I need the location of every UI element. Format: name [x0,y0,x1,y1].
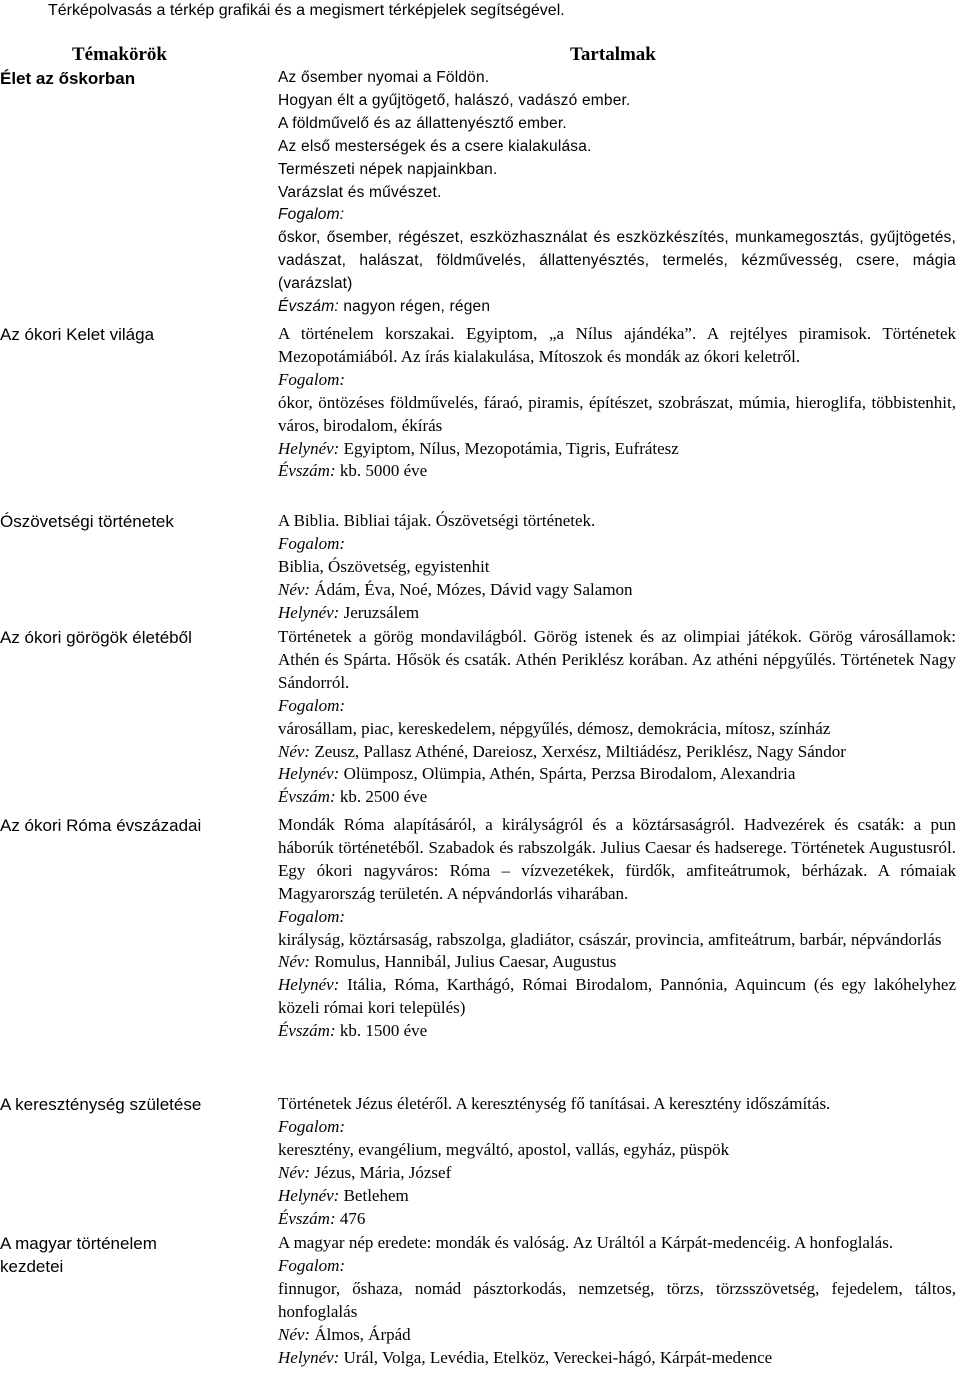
nev-label: Név: [278,741,311,761]
section-2-fogalom: ókor, öntözéses földművelés, fáraó, piramis, építészet, szobrászat, múmia, hieroglifa, többistenhit, város, birodalom, ékírás [278,392,956,435]
fogalom-label: Fogalom: [278,1116,346,1136]
section-7-helynev: Urál, Volga, Levédia, Etelköz, Vereckei-hágó, Kárpát-medence [343,1347,773,1367]
topics-header: Témakörök [72,44,167,65]
topic-7-line1: A magyar történelem [0,1234,157,1253]
helynev-label: Helynév: [278,975,340,995]
helynev-label: Helynév: [278,764,340,784]
evszam-label: Évszám: [278,298,339,316]
intro-text: Térképolvasás a térkép grafikái és a megismert térképjelek segítségével. [48,2,565,19]
section-7-content [278,1232,956,1369]
evszam-label: Évszám: [278,787,336,807]
nev-label: Név: [278,1162,311,1182]
contents-header: Tartalmak [570,44,656,65]
nev-label: Név: [278,952,311,972]
section-3-helynev: Jeruzsálem [343,602,420,622]
nev-label: Név: [278,579,311,599]
section-1-line: A földművelő és az állattenyésztő ember. [278,114,567,132]
section-6-content [278,1093,956,1230]
section-1-line: Az ősember nyomai a Földön. [278,69,490,86]
helynev-label: Helynév: [278,1347,340,1367]
fogalom-label: Fogalom: [278,206,345,224]
section-5-nev: Romulus, Hannibál, Julius Caesar, Augustus [314,952,617,972]
evszam-label: Évszám: [278,1208,336,1228]
section-5-helynev: Itália, Róma, Karthágó, Római Birodalom, Pannónia, Aquincum (és egy lakóhelyhez közeli római kori település) [278,975,957,1018]
section-6-intro: Történetek Jézus életéről. A kereszténység fő tanításai. A keresztény időszámítás. [278,1094,831,1113]
topic-5: Az ókori Róma évszázadai [0,816,202,835]
helynev-label: Helynév: [278,438,340,458]
fogalom-label: Fogalom: [278,1255,346,1275]
section-1-content [278,67,956,319]
fogalom-label: Fogalom: [278,369,346,389]
section-4-intro: Történetek a görög mondavilágból. Görög istenek és az olimpiai játékok. Görög városállamok: Athén és Spárta. Hősök és csaták. Athén Periklész korában. Az athéni népgyűlés. Történetek Nagy Sándorról. [278,627,956,692]
section-1-line: Varázslat és művészet. [278,183,442,201]
section-6-evszam: 476 [339,1208,366,1228]
section-1-line: Az első mesterségek és a csere kialakulása. [278,137,592,155]
topic-4: Az ókori görögök életéből [0,628,192,647]
section-2-intro: A történelem korszakai. Egyiptom, „a Nílus ajándéka”. A rejtélyes piramisok. Történetek Mezopotámiából. Az írás kialakulása, Mítoszok és mondák az ókori keletről. [278,324,956,366]
evszam-label: Évszám: [278,461,336,481]
section-5-evszam: kb. 1500 éve [339,1021,428,1041]
section-3-content [278,510,956,625]
section-7-nev: Álmos, Árpád [314,1324,411,1344]
section-5-content [278,814,956,1043]
section-6-nev: Jézus, Mária, József [314,1162,452,1182]
section-4-nev: Zeusz, Pallasz Athéné, Dareiosz, Xerxész, Miltiádész, Periklész, Nagy Sándor [314,741,846,761]
section-1-fogalom: őskor, ősember, régészet, eszközhasználat és eszközkészítés, munkamegosztás, gyűjtögetés, vadászat, halászat, földművelés, állattenyésztés, termelés, kézművesség, csere, mágia (varázslat) [278,229,956,293]
helynev-label: Helynév: [278,602,340,622]
fogalom-label: Fogalom: [278,695,346,715]
section-3-nev: Ádám, Éva, Noé, Mózes, Dávid vagy Salamon [314,579,633,599]
helynev-label: Helynév: [278,1185,340,1205]
section-1-line: Hogyan élt a gyűjtögető, halászó, vadászó ember. [278,91,631,109]
section-4-fogalom: városállam, piac, kereskedelem, népgyűlés, démosz, demokrácia, mítosz, színház [278,718,831,738]
fogalom-label: Fogalom: [278,906,346,926]
section-2-content [278,323,956,483]
section-5-fogalom: királyság, köztársaság, rabszolga, gladiátor, császár, provincia, amfiteátrum, barbár, népvándorlás [278,929,942,949]
section-1-line: Természeti népek napjainkban. [278,160,498,178]
fogalom-label: Fogalom: [278,533,346,553]
section-7-fogalom: finnugor, őshaza, nomád pásztorkodás, nemzetség, törzs, törzsszövetség, fejedelem, táltos, honfoglalás [278,1278,956,1321]
topic-7-line2: kezdetei [0,1257,64,1276]
section-4-evszam: kb. 2500 éve [339,787,428,807]
section-7-intro: A magyar nép eredete: mondák és valóság. Az Uráltól a Kárpát-medencéig. A honfoglalás. [278,1233,894,1252]
topic-6: A kereszténység születése [0,1095,202,1114]
topic-2: Az ókori Kelet világa [0,325,155,344]
topic-3: Ószövetségi történetek [0,512,174,531]
section-4-content [278,626,956,809]
topic-1: Élet az őskorban [0,69,136,88]
section-3-fogalom: Biblia, Ószövetség, egyistenhit [278,556,490,576]
section-5-intro: Mondák Róma alapításáról, a királyságról és a köztársaságról. Hadvezérek és csaták: a pun háborúk történetéből. Szabadok és rabszolgák. Julius Caesar és hadserege. Történetek Augustusról. Egy ókori nagyváros: Róma – vízvezetékek, fürdők, amfiteátrumok, bérházak. A rómaiak Magyarország területén. A népvándorlás viharában. [278,815,956,903]
section-1-evszam: nagyon régen, régen [343,298,491,316]
section-6-helynev: Betlehem [343,1185,409,1205]
nev-label: Név: [278,1324,311,1344]
section-3-intro: A Biblia. Bibliai tájak. Ószövetségi történetek. [278,511,596,530]
section-2-evszam: kb. 5000 éve [339,461,428,481]
evszam-label: Évszám: [278,1021,336,1041]
topic-7 [0,1232,265,1278]
section-2-helynev: Egyiptom, Nílus, Mezopotámia, Tigris, Eufrátesz [343,438,679,458]
section-4-helynev: Olümposz, Olümpia, Athén, Spárta, Perzsa Birodalom, Alexandria [343,764,796,784]
section-6-fogalom: keresztény, evangélium, megváltó, apostol, vallás, egyház, püspök [278,1139,730,1159]
